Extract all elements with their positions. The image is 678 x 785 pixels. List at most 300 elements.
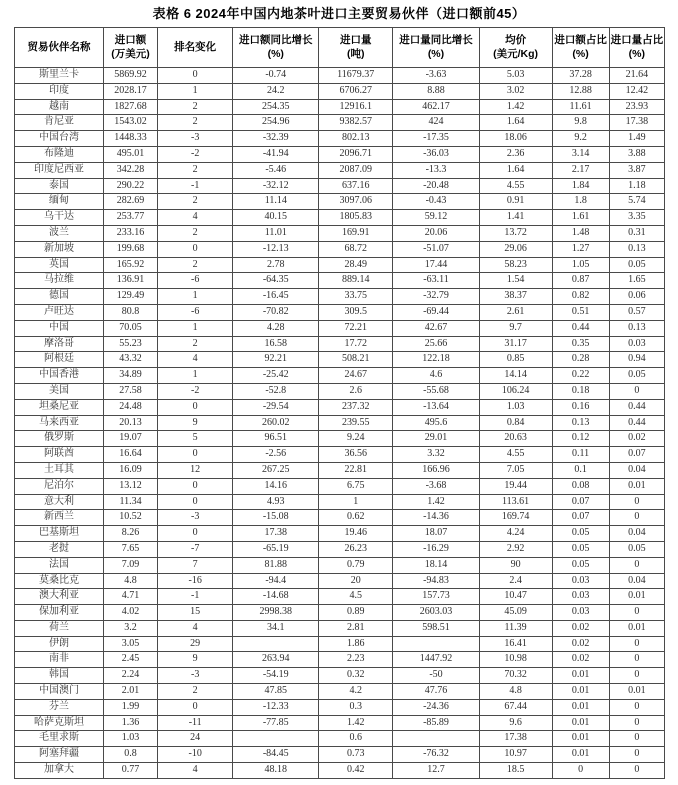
cell-import-value-yoy: 81.88 bbox=[233, 557, 319, 573]
cell-import-volume: 26.23 bbox=[319, 541, 393, 557]
cell-import-value: 13.12 bbox=[104, 478, 158, 494]
table-row bbox=[15, 131, 665, 147]
cell-import-volume-share: 1.49 bbox=[609, 131, 664, 147]
cell-import-value-share: 11.61 bbox=[552, 99, 609, 115]
cell-import-value-share: 0.82 bbox=[552, 289, 609, 305]
cell-import-volume-yoy: 424 bbox=[393, 115, 479, 131]
cell-import-volume-share: 0.03 bbox=[609, 336, 664, 352]
cell-rank-change: 4 bbox=[157, 210, 232, 226]
cell-import-volume: 0.3 bbox=[319, 699, 393, 715]
cell-partner-name: 英国 bbox=[15, 257, 104, 273]
cell-import-value-yoy: -32.39 bbox=[233, 131, 319, 147]
cell-import-value: 7.09 bbox=[104, 557, 158, 573]
cell-import-volume-share: 0.05 bbox=[609, 541, 664, 557]
cell-import-volume-yoy: 8.88 bbox=[393, 83, 479, 99]
cell-import-value-yoy: -16.45 bbox=[233, 289, 319, 305]
cell-partner-name: 缅甸 bbox=[15, 194, 104, 210]
cell-import-volume-yoy: -63.11 bbox=[393, 273, 479, 289]
cell-partner-name: 卢旺达 bbox=[15, 304, 104, 320]
cell-import-volume-share: 0 bbox=[609, 636, 664, 652]
cell-partner-name: 马拉维 bbox=[15, 273, 104, 289]
cell-rank-change: 24 bbox=[157, 731, 232, 747]
cell-partner-name: 中国 bbox=[15, 320, 104, 336]
cell-import-volume: 4.5 bbox=[319, 589, 393, 605]
cell-import-volume-share: 0 bbox=[609, 747, 664, 763]
cell-avg-price: 1.42 bbox=[479, 99, 552, 115]
cell-import-volume: 3097.06 bbox=[319, 194, 393, 210]
cell-import-value-share: 0.44 bbox=[552, 320, 609, 336]
table-row bbox=[15, 99, 665, 115]
cell-avg-price: 4.55 bbox=[479, 447, 552, 463]
cell-avg-price: 1.54 bbox=[479, 273, 552, 289]
cell-import-value-yoy bbox=[233, 731, 319, 747]
cell-import-value-share: 0.22 bbox=[552, 368, 609, 384]
cell-import-value-yoy: 4.93 bbox=[233, 494, 319, 510]
cell-import-value-yoy: -0.74 bbox=[233, 68, 319, 84]
cell-import-volume: 4.2 bbox=[319, 684, 393, 700]
cell-avg-price: 1.64 bbox=[479, 162, 552, 178]
cell-import-value: 5869.92 bbox=[104, 68, 158, 84]
cell-import-value-yoy: 2998.38 bbox=[233, 605, 319, 621]
table-row bbox=[15, 478, 665, 494]
table-row bbox=[15, 589, 665, 605]
cell-avg-price: 2.36 bbox=[479, 146, 552, 162]
cell-rank-change: -3 bbox=[157, 668, 232, 684]
cell-import-value-yoy: -64.35 bbox=[233, 273, 319, 289]
cell-partner-name: 乌干达 bbox=[15, 210, 104, 226]
cell-import-value-yoy: 48.18 bbox=[233, 763, 319, 779]
cell-partner-name: 南非 bbox=[15, 652, 104, 668]
cell-import-value-yoy: -32.12 bbox=[233, 178, 319, 194]
cell-import-value: 233.16 bbox=[104, 225, 158, 241]
table-row bbox=[15, 225, 665, 241]
cell-import-value-yoy: 47.85 bbox=[233, 684, 319, 700]
cell-import-volume-share: 0.01 bbox=[609, 478, 664, 494]
cell-import-volume-yoy: -69.44 bbox=[393, 304, 479, 320]
table-row bbox=[15, 731, 665, 747]
cell-partner-name: 波兰 bbox=[15, 225, 104, 241]
cell-import-value-yoy: 11.14 bbox=[233, 194, 319, 210]
table-row bbox=[15, 636, 665, 652]
cell-import-value: 0.77 bbox=[104, 763, 158, 779]
cell-import-volume-yoy: 29.01 bbox=[393, 431, 479, 447]
cell-import-volume-share: 0 bbox=[609, 605, 664, 621]
cell-import-value-yoy: -25.42 bbox=[233, 368, 319, 384]
cell-import-volume-yoy: 12.7 bbox=[393, 763, 479, 779]
cell-import-volume: 637.16 bbox=[319, 178, 393, 194]
cell-import-volume-yoy bbox=[393, 731, 479, 747]
cell-import-value-share: 0.12 bbox=[552, 431, 609, 447]
cell-import-value-share: 9.8 bbox=[552, 115, 609, 131]
table-row bbox=[15, 83, 665, 99]
cell-partner-name: 荷兰 bbox=[15, 620, 104, 636]
cell-partner-name: 阿塞拜疆 bbox=[15, 747, 104, 763]
cell-partner-name: 坦桑尼亚 bbox=[15, 399, 104, 415]
table-row bbox=[15, 763, 665, 779]
cell-avg-price: 1.03 bbox=[479, 399, 552, 415]
cell-import-value-share: 0.13 bbox=[552, 415, 609, 431]
header-line1: 进口额占比 bbox=[554, 33, 607, 46]
cell-import-value: 495.01 bbox=[104, 146, 158, 162]
cell-import-volume-share: 0 bbox=[609, 668, 664, 684]
cell-rank-change: -7 bbox=[157, 541, 232, 557]
cell-import-value-share: 0.01 bbox=[552, 747, 609, 763]
cell-partner-name: 保加利亚 bbox=[15, 605, 104, 621]
cell-rank-change: 9 bbox=[157, 652, 232, 668]
cell-import-volume: 239.55 bbox=[319, 415, 393, 431]
cell-import-volume: 508.21 bbox=[319, 352, 393, 368]
cell-rank-change: 0 bbox=[157, 447, 232, 463]
cell-import-value-share: 0.87 bbox=[552, 273, 609, 289]
cell-import-volume-share: 0.13 bbox=[609, 320, 664, 336]
cell-avg-price: 0.85 bbox=[479, 352, 552, 368]
cell-avg-price: 70.32 bbox=[479, 668, 552, 684]
cell-partner-name: 美国 bbox=[15, 383, 104, 399]
cell-rank-change: -1 bbox=[157, 589, 232, 605]
cell-import-volume-yoy: 25.66 bbox=[393, 336, 479, 352]
table-row bbox=[15, 194, 665, 210]
cell-rank-change: 1 bbox=[157, 289, 232, 305]
cell-import-volume: 1805.83 bbox=[319, 210, 393, 226]
cell-import-value-yoy: -2.56 bbox=[233, 447, 319, 463]
cell-import-value: 34.89 bbox=[104, 368, 158, 384]
cell-import-volume-yoy: 462.17 bbox=[393, 99, 479, 115]
table-row bbox=[15, 146, 665, 162]
cell-partner-name: 意大利 bbox=[15, 494, 104, 510]
cell-import-value-yoy: -70.82 bbox=[233, 304, 319, 320]
cell-rank-change: 4 bbox=[157, 620, 232, 636]
table-row bbox=[15, 573, 665, 589]
cell-import-volume: 17.72 bbox=[319, 336, 393, 352]
cell-import-value-yoy: -14.68 bbox=[233, 589, 319, 605]
cell-import-volume: 2.23 bbox=[319, 652, 393, 668]
cell-avg-price: 1.41 bbox=[479, 210, 552, 226]
cell-import-value-yoy: 92.21 bbox=[233, 352, 319, 368]
header-line1: 进口量同比增长 bbox=[399, 33, 473, 46]
column-header-import-value bbox=[104, 28, 158, 68]
cell-import-value-share: 0.07 bbox=[552, 494, 609, 510]
cell-rank-change: -3 bbox=[157, 510, 232, 526]
cell-partner-name: 新西兰 bbox=[15, 510, 104, 526]
cell-rank-change: -10 bbox=[157, 747, 232, 763]
cell-import-volume: 36.56 bbox=[319, 447, 393, 463]
cell-import-value-share: 0.01 bbox=[552, 668, 609, 684]
column-header-import-value-yoy bbox=[233, 28, 319, 68]
cell-rank-change: 7 bbox=[157, 557, 232, 573]
cell-import-value-yoy: 17.38 bbox=[233, 526, 319, 542]
cell-import-volume-yoy: -51.07 bbox=[393, 241, 479, 257]
table-row bbox=[15, 210, 665, 226]
cell-import-value-yoy: 254.96 bbox=[233, 115, 319, 131]
cell-import-volume-share: 0.31 bbox=[609, 225, 664, 241]
cell-partner-name: 哈萨克斯坦 bbox=[15, 715, 104, 731]
cell-import-volume-share: 1.65 bbox=[609, 273, 664, 289]
header-line1: 进口额同比增长 bbox=[239, 33, 313, 46]
cell-import-value-share: 0.1 bbox=[552, 462, 609, 478]
cell-partner-name: 马来西亚 bbox=[15, 415, 104, 431]
cell-avg-price: 1.64 bbox=[479, 115, 552, 131]
cell-import-volume-yoy: -3.63 bbox=[393, 68, 479, 84]
cell-avg-price: 3.02 bbox=[479, 83, 552, 99]
cell-import-value-yoy: -15.08 bbox=[233, 510, 319, 526]
cell-import-value-yoy: 260.02 bbox=[233, 415, 319, 431]
cell-import-volume-yoy: -20.48 bbox=[393, 178, 479, 194]
cell-import-volume-share: 0.04 bbox=[609, 526, 664, 542]
cell-import-value-share: 0.07 bbox=[552, 510, 609, 526]
cell-import-value-yoy: 34.1 bbox=[233, 620, 319, 636]
cell-import-value-share: 1.27 bbox=[552, 241, 609, 257]
cell-import-value-yoy: 24.2 bbox=[233, 83, 319, 99]
cell-import-value: 8.26 bbox=[104, 526, 158, 542]
cell-rank-change: 0 bbox=[157, 526, 232, 542]
cell-import-value: 1.03 bbox=[104, 731, 158, 747]
cell-import-volume: 24.67 bbox=[319, 368, 393, 384]
cell-import-volume-share: 12.42 bbox=[609, 83, 664, 99]
cell-partner-name: 中国台湾 bbox=[15, 131, 104, 147]
cell-partner-name: 毛里求斯 bbox=[15, 731, 104, 747]
cell-avg-price: 67.44 bbox=[479, 699, 552, 715]
cell-import-value: 3.2 bbox=[104, 620, 158, 636]
header-line2: (吨) bbox=[346, 47, 365, 60]
cell-rank-change: -1 bbox=[157, 178, 232, 194]
cell-import-value-share: 0.18 bbox=[552, 383, 609, 399]
header-line2: (万美元) bbox=[111, 47, 150, 60]
cell-rank-change: 9 bbox=[157, 415, 232, 431]
cell-import-value-share: 0.35 bbox=[552, 336, 609, 352]
cell-import-volume-share: 0.94 bbox=[609, 352, 664, 368]
cell-import-volume-share: 0.01 bbox=[609, 684, 664, 700]
cell-import-volume-yoy bbox=[393, 636, 479, 652]
cell-import-volume-share: 17.38 bbox=[609, 115, 664, 131]
cell-import-value-share: 0.16 bbox=[552, 399, 609, 415]
cell-import-value: 2.24 bbox=[104, 668, 158, 684]
cell-import-value: 10.52 bbox=[104, 510, 158, 526]
cell-import-value-share: 0.05 bbox=[552, 526, 609, 542]
cell-partner-name: 泰国 bbox=[15, 178, 104, 194]
table-row bbox=[15, 462, 665, 478]
cell-import-value: 70.05 bbox=[104, 320, 158, 336]
cell-import-volume-yoy: 18.07 bbox=[393, 526, 479, 542]
table-row bbox=[15, 115, 665, 131]
cell-avg-price: 45.09 bbox=[479, 605, 552, 621]
cell-import-value: 1.36 bbox=[104, 715, 158, 731]
table-row bbox=[15, 368, 665, 384]
cell-import-value-share: 0 bbox=[552, 763, 609, 779]
cell-partner-name: 阿根廷 bbox=[15, 352, 104, 368]
cell-rank-change: 2 bbox=[157, 99, 232, 115]
cell-import-value: 1827.68 bbox=[104, 99, 158, 115]
cell-import-value-yoy: -84.45 bbox=[233, 747, 319, 763]
cell-import-volume-yoy: -55.68 bbox=[393, 383, 479, 399]
cell-avg-price: 20.63 bbox=[479, 431, 552, 447]
cell-rank-change: 0 bbox=[157, 68, 232, 84]
cell-avg-price: 0.91 bbox=[479, 194, 552, 210]
cell-import-volume: 0.42 bbox=[319, 763, 393, 779]
cell-import-volume-yoy: 42.67 bbox=[393, 320, 479, 336]
table-row bbox=[15, 557, 665, 573]
cell-import-volume: 0.62 bbox=[319, 510, 393, 526]
cell-import-volume-share: 0.44 bbox=[609, 399, 664, 415]
table-row bbox=[15, 273, 665, 289]
cell-rank-change: 0 bbox=[157, 699, 232, 715]
cell-import-value: 1.99 bbox=[104, 699, 158, 715]
cell-import-volume: 889.14 bbox=[319, 273, 393, 289]
cell-import-value-share: 0.01 bbox=[552, 731, 609, 747]
cell-rank-change: 2 bbox=[157, 225, 232, 241]
table-row bbox=[15, 652, 665, 668]
cell-import-volume-share: 3.88 bbox=[609, 146, 664, 162]
cell-import-volume-share: 3.87 bbox=[609, 162, 664, 178]
cell-avg-price: 19.44 bbox=[479, 478, 552, 494]
cell-import-volume-yoy: 4.6 bbox=[393, 368, 479, 384]
cell-import-volume-share: 0.04 bbox=[609, 462, 664, 478]
header-line2: (美元/Kg) bbox=[493, 47, 539, 60]
cell-import-value-yoy: 2.78 bbox=[233, 257, 319, 273]
cell-import-volume: 2.81 bbox=[319, 620, 393, 636]
cell-import-value-share: 9.2 bbox=[552, 131, 609, 147]
cell-import-value: 282.69 bbox=[104, 194, 158, 210]
cell-import-volume: 33.75 bbox=[319, 289, 393, 305]
cell-import-value-share: 0.11 bbox=[552, 447, 609, 463]
cell-import-value: 3.05 bbox=[104, 636, 158, 652]
cell-avg-price: 5.03 bbox=[479, 68, 552, 84]
cell-rank-change: 12 bbox=[157, 462, 232, 478]
cell-import-volume-yoy: 3.32 bbox=[393, 447, 479, 463]
cell-partner-name: 印度 bbox=[15, 83, 104, 99]
cell-avg-price: 90 bbox=[479, 557, 552, 573]
cell-import-volume: 72.21 bbox=[319, 320, 393, 336]
cell-avg-price: 4.55 bbox=[479, 178, 552, 194]
cell-import-value: 253.77 bbox=[104, 210, 158, 226]
header-row bbox=[15, 28, 665, 68]
cell-avg-price: 18.06 bbox=[479, 131, 552, 147]
header-line1: 排名变化 bbox=[174, 40, 217, 53]
cell-avg-price: 11.39 bbox=[479, 620, 552, 636]
table-row bbox=[15, 178, 665, 194]
table-row bbox=[15, 162, 665, 178]
cell-import-value-share: 0.03 bbox=[552, 589, 609, 605]
cell-import-value: 20.13 bbox=[104, 415, 158, 431]
cell-rank-change: -3 bbox=[157, 131, 232, 147]
cell-import-value-share: 0.03 bbox=[552, 605, 609, 621]
cell-rank-change: 4 bbox=[157, 352, 232, 368]
cell-import-value: 0.8 bbox=[104, 747, 158, 763]
cell-import-volume-yoy: -85.89 bbox=[393, 715, 479, 731]
cell-import-value-yoy: -54.19 bbox=[233, 668, 319, 684]
cell-import-volume-yoy: 17.44 bbox=[393, 257, 479, 273]
cell-import-value-yoy: -29.54 bbox=[233, 399, 319, 415]
cell-import-value-share: 0.02 bbox=[552, 620, 609, 636]
cell-import-volume: 0.73 bbox=[319, 747, 393, 763]
cell-import-volume-yoy: 598.51 bbox=[393, 620, 479, 636]
cell-rank-change: 2 bbox=[157, 684, 232, 700]
cell-rank-change: 2 bbox=[157, 194, 232, 210]
cell-import-value: 4.02 bbox=[104, 605, 158, 621]
cell-import-volume-yoy: 1.42 bbox=[393, 494, 479, 510]
table-row bbox=[15, 447, 665, 463]
cell-import-volume-share: 0.05 bbox=[609, 257, 664, 273]
cell-rank-change: 0 bbox=[157, 399, 232, 415]
cell-import-value-yoy: 4.28 bbox=[233, 320, 319, 336]
cell-avg-price: 2.4 bbox=[479, 573, 552, 589]
cell-rank-change: -2 bbox=[157, 383, 232, 399]
cell-import-volume-yoy: -0.43 bbox=[393, 194, 479, 210]
cell-rank-change: -2 bbox=[157, 146, 232, 162]
cell-avg-price: 38.37 bbox=[479, 289, 552, 305]
cell-import-volume: 169.91 bbox=[319, 225, 393, 241]
table-title: 表格 6 2024年中国内地茶叶进口主要贸易伙伴（进口额前45） bbox=[152, 6, 526, 21]
cell-import-value: 80.8 bbox=[104, 304, 158, 320]
cell-avg-price: 2.92 bbox=[479, 541, 552, 557]
cell-rank-change: 1 bbox=[157, 368, 232, 384]
cell-import-value-yoy: -52.8 bbox=[233, 383, 319, 399]
cell-avg-price: 4.24 bbox=[479, 526, 552, 542]
cell-import-value-yoy: -12.13 bbox=[233, 241, 319, 257]
cell-rank-change: 2 bbox=[157, 257, 232, 273]
table-row bbox=[15, 304, 665, 320]
cell-import-volume: 9382.57 bbox=[319, 115, 393, 131]
cell-avg-price: 17.38 bbox=[479, 731, 552, 747]
cell-import-volume-yoy: 59.12 bbox=[393, 210, 479, 226]
cell-avg-price: 2.61 bbox=[479, 304, 552, 320]
cell-rank-change: -6 bbox=[157, 273, 232, 289]
cell-import-value-share: 0.01 bbox=[552, 684, 609, 700]
header-line2: (%) bbox=[267, 47, 284, 60]
cell-rank-change: 4 bbox=[157, 763, 232, 779]
cell-import-value: 11.34 bbox=[104, 494, 158, 510]
cell-import-volume-yoy: 157.73 bbox=[393, 589, 479, 605]
cell-avg-price: 7.05 bbox=[479, 462, 552, 478]
cell-import-value-yoy: -41.94 bbox=[233, 146, 319, 162]
cell-rank-change: 0 bbox=[157, 478, 232, 494]
cell-import-value: 199.68 bbox=[104, 241, 158, 257]
cell-partner-name: 越南 bbox=[15, 99, 104, 115]
cell-import-value: 165.92 bbox=[104, 257, 158, 273]
table-row bbox=[15, 383, 665, 399]
cell-rank-change: 2 bbox=[157, 115, 232, 131]
cell-import-value: 1448.33 bbox=[104, 131, 158, 147]
header-line1: 进口量 bbox=[339, 33, 372, 46]
cell-import-volume-yoy: -76.32 bbox=[393, 747, 479, 763]
cell-import-volume-yoy: -32.79 bbox=[393, 289, 479, 305]
cell-import-value-share: 1.8 bbox=[552, 194, 609, 210]
cell-import-value-yoy: 254.35 bbox=[233, 99, 319, 115]
cell-import-value-yoy bbox=[233, 636, 319, 652]
cell-import-volume-yoy: 122.18 bbox=[393, 352, 479, 368]
cell-import-value-share: 0.51 bbox=[552, 304, 609, 320]
cell-import-volume-yoy: 47.76 bbox=[393, 684, 479, 700]
cell-import-volume: 20 bbox=[319, 573, 393, 589]
cell-partner-name: 尼泊尔 bbox=[15, 478, 104, 494]
cell-import-value: 4.8 bbox=[104, 573, 158, 589]
table-row bbox=[15, 715, 665, 731]
column-header-avg-price bbox=[479, 28, 552, 68]
cell-partner-name: 芬兰 bbox=[15, 699, 104, 715]
cell-import-volume-share: 0 bbox=[609, 699, 664, 715]
cell-import-value-share: 37.28 bbox=[552, 68, 609, 84]
cell-avg-price: 58.23 bbox=[479, 257, 552, 273]
cell-import-volume: 28.49 bbox=[319, 257, 393, 273]
cell-avg-price: 14.14 bbox=[479, 368, 552, 384]
cell-import-volume: 0.79 bbox=[319, 557, 393, 573]
column-header-import-volume-share bbox=[609, 28, 664, 68]
cell-import-volume-share: 0.01 bbox=[609, 589, 664, 605]
header-line2: (%) bbox=[427, 47, 445, 60]
cell-import-volume-yoy: 20.06 bbox=[393, 225, 479, 241]
cell-rank-change: 2 bbox=[157, 162, 232, 178]
column-header-import-value-share bbox=[552, 28, 609, 68]
cell-import-value-yoy: -5.46 bbox=[233, 162, 319, 178]
